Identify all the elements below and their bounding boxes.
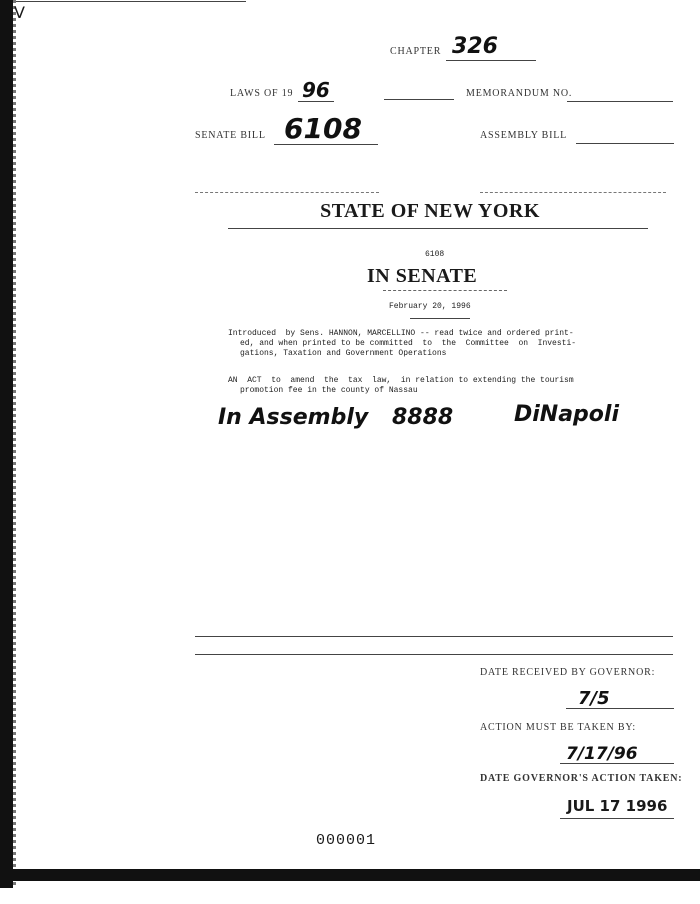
scan-edge-bottom	[0, 869, 700, 881]
scan-edge-shadow	[13, 0, 16, 888]
page-number: 000001	[316, 832, 377, 849]
divider-right	[480, 192, 666, 193]
chapter-value: 326	[452, 34, 498, 59]
intro-line-1: Introduced by Sens. HANNON, MARCELLINO -- read twice and ordered print-	[228, 329, 574, 338]
action-must-underline	[560, 763, 674, 764]
date-underline	[410, 318, 470, 319]
divider-lower-1	[195, 636, 673, 637]
top-edge-line	[16, 1, 246, 2]
date-received-underline	[566, 708, 674, 709]
state-heading: STATE OF NEW YORK	[320, 200, 540, 222]
chapter-label: CHAPTER	[390, 46, 442, 57]
memo-underline	[567, 101, 673, 102]
state-underline	[228, 228, 648, 229]
laws-year: 96	[302, 78, 330, 102]
scan-edge-left	[0, 0, 13, 888]
handwritten-sponsor: DiNapoli	[514, 402, 620, 427]
act-line-2: promotion fee in the county of Nassau	[240, 386, 418, 395]
laws-underline	[298, 101, 334, 102]
bill-number: 6108	[425, 250, 445, 259]
action-must-label: ACTION MUST BE TAKEN BY:	[480, 722, 637, 733]
action-taken-underline	[560, 818, 674, 819]
chamber-underline	[383, 290, 507, 291]
divider-left	[195, 192, 379, 193]
chapter-underline	[446, 60, 536, 61]
action-must-value: 7/17/96	[566, 744, 638, 764]
laws-label: LAWS OF 19	[230, 88, 294, 99]
bill-date: February 20, 1996	[389, 302, 471, 311]
senate-bill-value: 6108	[284, 112, 362, 145]
divider-lower-2	[195, 654, 673, 655]
corner-mark: V	[14, 3, 25, 22]
assembly-bill-label: ASSEMBLY BILL	[480, 130, 568, 141]
action-taken-label: DATE GOVERNOR'S ACTION TAKEN:	[480, 773, 683, 784]
senate-bill-underline	[274, 144, 378, 145]
date-received-label: DATE RECEIVED BY GOVERNOR:	[480, 667, 656, 678]
intro-line-3: gations, Taxation and Government Operations	[240, 349, 447, 358]
senate-bill-label: SENATE BILL	[195, 130, 266, 141]
action-taken-stamp: JUL 17 1996	[567, 797, 668, 815]
assembly-bill-underline	[576, 143, 674, 144]
intro-line-2: ed, and when printed to be committed to the Committee on Investi-	[240, 339, 577, 348]
memo-label: MEMORANDUM NO.	[466, 88, 573, 99]
handwritten-in-assembly: In Assembly	[218, 405, 369, 430]
chamber-heading: IN SENATE	[367, 265, 478, 287]
date-received-value: 7/5	[578, 688, 610, 709]
laws-extra-line	[384, 99, 454, 100]
act-line-1: AN ACT to amend the tax law, in relation to extending the tourism	[228, 376, 574, 385]
handwritten-assembly-number: 8888	[392, 405, 454, 430]
